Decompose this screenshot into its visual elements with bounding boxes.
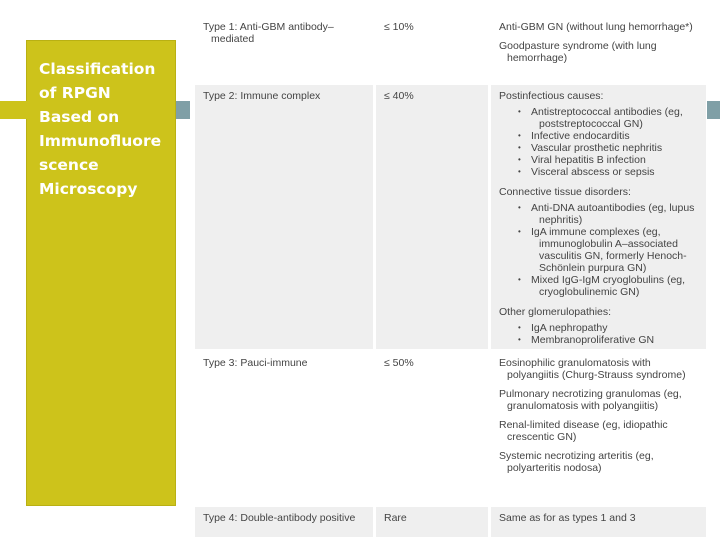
frequency-value: Rare	[384, 512, 407, 524]
frequency-cell	[376, 352, 491, 504]
table-row	[195, 352, 706, 507]
table-row	[195, 16, 706, 85]
list-item	[531, 274, 698, 298]
accent-bar-right	[707, 101, 720, 119]
cause-heading: Other glomerulopathies:	[499, 306, 612, 318]
type-label: Type 3: Pauci-immune	[203, 357, 308, 369]
type-cell	[195, 507, 376, 537]
cause-heading: Systemic necrotizing arteritis (eg, polyarteritis nodosa)	[499, 450, 654, 474]
list-item	[531, 106, 698, 130]
list-item-text: • Membranoproliferative GN	[531, 334, 655, 346]
list-item-text: • Antistreptococcal antibodies (eg, poststreptococcal GN)	[531, 106, 683, 130]
table-row	[195, 85, 706, 352]
frequency-value: ≤ 50%	[384, 357, 414, 369]
frequency-value: ≤ 40%	[384, 90, 414, 102]
frequency-cell	[376, 16, 491, 82]
list-item-text: • Mixed IgG-IgM cryoglobulins (eg, cryoglobulinemic GN)	[531, 274, 686, 298]
type-label: Type 1: Anti-GBM antibody–mediated	[203, 21, 334, 45]
table-row	[195, 507, 706, 540]
cause-heading: Goodpasture syndrome (with lung hemorrhage)	[499, 40, 657, 64]
cause-heading: Eosinophilic granulomatosis with polyangiitis (Churg-Strauss syndrome)	[499, 357, 686, 381]
list-item	[531, 202, 698, 226]
list-item	[531, 322, 698, 334]
type-cell	[195, 85, 376, 349]
causes-cell	[491, 352, 706, 504]
cause-heading: Renal-limited disease (eg, idiopathic crescentic GN)	[499, 419, 668, 443]
causes-cell	[491, 85, 706, 349]
cause-heading: Connective tissue disorders:	[499, 186, 631, 198]
list-item	[531, 334, 698, 346]
cause-heading: Postinfectious causes:	[499, 90, 604, 102]
list-item-text: • Viral hepatitis B infection	[531, 154, 646, 166]
type-cell	[195, 16, 376, 82]
list-item	[531, 226, 698, 274]
cause-list	[499, 322, 698, 346]
list-item	[531, 154, 698, 166]
accent-bar-middle	[176, 101, 190, 119]
type-label: Type 2: Immune complex	[203, 90, 321, 102]
cause-list	[499, 202, 698, 298]
cause-heading: Same as for as types 1 and 3	[499, 512, 636, 524]
frequency-cell	[376, 507, 491, 537]
slide-title: Classification of RPGN Based on Immunofluore scence Microscopy	[39, 60, 162, 198]
list-item-text: • Infective endocarditis	[531, 130, 630, 142]
list-item-text: • Anti-DNA autoantibodies (eg, lupus nephritis)	[531, 202, 695, 226]
frequency-value: ≤ 10%	[384, 21, 414, 33]
frequency-cell	[376, 85, 491, 349]
list-item-text: • Vascular prosthetic nephritis	[531, 142, 663, 154]
cause-heading: Anti-GBM GN (without lung hemorrhage*)	[499, 21, 693, 33]
list-item	[531, 142, 698, 154]
title-panel	[26, 40, 176, 506]
list-item-text: • Visceral abscess or sepsis	[531, 166, 655, 178]
list-item	[531, 130, 698, 142]
classification-table	[195, 16, 706, 540]
type-cell	[195, 352, 376, 504]
list-item-text: • IgA nephropathy	[531, 322, 608, 334]
causes-cell	[491, 507, 706, 537]
type-label: Type 4: Double-antibody positive	[203, 512, 356, 524]
cause-list	[499, 106, 698, 178]
cause-heading: Pulmonary necrotizing granulomas (eg, granulomatosis with polyangiitis)	[499, 388, 682, 412]
accent-bar-left	[0, 101, 27, 119]
causes-cell	[491, 16, 706, 82]
list-item-text: • IgA immune complexes (eg, immunoglobulin A–associated vasculitis GN, formerly Henoch-Schönlein purpura GN)	[531, 226, 687, 274]
list-item	[531, 166, 698, 178]
